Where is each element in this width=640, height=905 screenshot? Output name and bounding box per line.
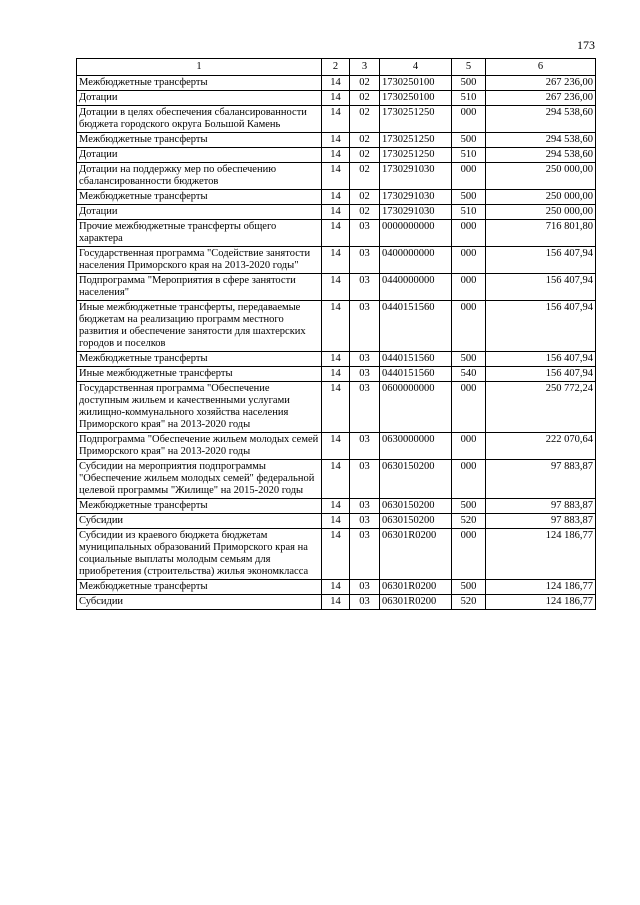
row-sum-cell: 124 186,77 [486,580,596,595]
table-row [77,133,596,148]
row-name-cell: Межбюджетные трансферты [77,580,322,595]
header-row [77,59,596,76]
row-expense-type-cell: 000 [452,529,486,580]
budget-table [76,58,596,610]
row-section-cell: 14 [322,205,350,220]
table-row [77,76,596,91]
row-section-cell: 14 [322,301,350,352]
row-target-code-cell: 1730291030 [380,190,452,205]
row-section-cell: 14 [322,514,350,529]
table-row [77,106,596,133]
table-row [77,499,596,514]
header-col-6: 6 [486,59,596,76]
row-expense-type-cell: 000 [452,163,486,190]
row-name-cell: Межбюджетные трансферты [77,190,322,205]
row-name-cell: Дотации на поддержку мер по обеспечению сбалансированности бюджетов [77,163,322,190]
row-target-code-cell: 1730250100 [380,76,452,91]
row-name-cell: Межбюджетные трансферты [77,133,322,148]
row-expense-type-cell: 500 [452,580,486,595]
row-sum-cell: 267 236,00 [486,91,596,106]
row-section-cell: 14 [322,580,350,595]
row-target-code-cell: 1730291030 [380,163,452,190]
table-row [77,514,596,529]
row-target-code-cell: 06301R0200 [380,529,452,580]
row-sum-cell: 250 000,00 [486,163,596,190]
row-section-cell: 14 [322,433,350,460]
row-name-cell: Иные межбюджетные трансферты [77,367,322,382]
row-name-cell: Дотации [77,148,322,163]
row-target-code-cell: 0630150200 [380,514,452,529]
table-row [77,274,596,301]
row-expense-type-cell: 520 [452,514,486,529]
row-target-code-cell: 0440151560 [380,352,452,367]
row-subsection-cell: 02 [350,76,380,91]
row-name-cell: Государственная программа "Содействие занятости населения Приморского края на 2013-2020 годы" [77,247,322,274]
row-sum-cell: 294 538,60 [486,148,596,163]
row-subsection-cell: 03 [350,433,380,460]
row-sum-cell: 97 883,87 [486,460,596,499]
table-row [77,352,596,367]
row-name-cell: Субсидии на мероприятия подпрограммы "Обеспечение жильем молодых семей" федеральной целевой программы "Жилище" на 2015-2020 годы [77,460,322,499]
row-section-cell: 14 [322,133,350,148]
row-subsection-cell: 03 [350,301,380,352]
row-subsection-cell: 02 [350,133,380,148]
row-name-cell: Прочие межбюджетные трансферты общего характера [77,220,322,247]
row-name-cell: Дотации [77,205,322,220]
row-name-cell: Субсидии [77,595,322,610]
row-sum-cell: 156 407,94 [486,274,596,301]
row-expense-type-cell: 510 [452,91,486,106]
table-header [77,59,596,76]
row-sum-cell: 156 407,94 [486,367,596,382]
row-subsection-cell: 03 [350,220,380,247]
row-subsection-cell: 03 [350,499,380,514]
row-subsection-cell: 03 [350,247,380,274]
row-section-cell: 14 [322,460,350,499]
row-expense-type-cell: 000 [452,433,486,460]
row-sum-cell: 250 000,00 [486,190,596,205]
row-target-code-cell: 0440151560 [380,367,452,382]
table-row [77,460,596,499]
row-sum-cell: 97 883,87 [486,499,596,514]
table-row [77,301,596,352]
table-row [77,148,596,163]
row-section-cell: 14 [322,91,350,106]
row-target-code-cell: 1730251250 [380,148,452,163]
row-expense-type-cell: 000 [452,274,486,301]
row-section-cell: 14 [322,595,350,610]
row-sum-cell: 250 772,24 [486,382,596,433]
table-row [77,382,596,433]
row-expense-type-cell: 000 [452,460,486,499]
row-target-code-cell: 0600000000 [380,382,452,433]
row-target-code-cell: 0630150200 [380,499,452,514]
row-sum-cell: 267 236,00 [486,76,596,91]
row-section-cell: 14 [322,367,350,382]
row-name-cell: Межбюджетные трансферты [77,499,322,514]
row-subsection-cell: 03 [350,529,380,580]
row-section-cell: 14 [322,352,350,367]
row-target-code-cell: 06301R0200 [380,595,452,610]
row-section-cell: 14 [322,163,350,190]
row-sum-cell: 156 407,94 [486,247,596,274]
header-col-3: 3 [350,59,380,76]
header-col-5: 5 [452,59,486,76]
row-expense-type-cell: 520 [452,595,486,610]
row-name-cell: Иные межбюджетные трансферты, передаваемые бюджетам на реализацию программ местного развития и обеспечение занятости для шахтерских городов и поселков [77,301,322,352]
row-target-code-cell: 1730251250 [380,106,452,133]
row-name-cell: Подпрограмма "Обеспечение жильем молодых семей Приморского края" на 2013-2020 годы [77,433,322,460]
row-subsection-cell: 03 [350,274,380,301]
row-subsection-cell: 02 [350,106,380,133]
row-section-cell: 14 [322,106,350,133]
row-target-code-cell: 0630150200 [380,460,452,499]
header-col-1: 1 [77,59,322,76]
row-subsection-cell: 02 [350,163,380,190]
row-section-cell: 14 [322,220,350,247]
row-expense-type-cell: 500 [452,352,486,367]
row-expense-type-cell: 000 [452,220,486,247]
row-expense-type-cell: 500 [452,190,486,205]
row-name-cell: Дотации в целях обеспечения сбалансированности бюджета городского округа Большой Камень [77,106,322,133]
row-subsection-cell: 03 [350,595,380,610]
row-target-code-cell: 0400000000 [380,247,452,274]
row-target-code-cell: 0440151560 [380,301,452,352]
row-expense-type-cell: 000 [452,106,486,133]
row-section-cell: 14 [322,148,350,163]
row-subsection-cell: 02 [350,190,380,205]
row-name-cell: Подпрограмма "Мероприятия в сфере занятости населения" [77,274,322,301]
row-target-code-cell: 0440000000 [380,274,452,301]
row-subsection-cell: 03 [350,580,380,595]
row-section-cell: 14 [322,274,350,301]
header-col-4: 4 [380,59,452,76]
header-col-2: 2 [322,59,350,76]
row-section-cell: 14 [322,529,350,580]
page-number: 173 [577,38,595,52]
row-subsection-cell: 03 [350,460,380,499]
table-row [77,91,596,106]
row-name-cell: Межбюджетные трансферты [77,352,322,367]
row-name-cell: Субсидии [77,514,322,529]
row-sum-cell: 156 407,94 [486,301,596,352]
row-target-code-cell: 0630000000 [380,433,452,460]
row-subsection-cell: 02 [350,148,380,163]
row-subsection-cell: 03 [350,382,380,433]
row-section-cell: 14 [322,382,350,433]
row-sum-cell: 124 186,77 [486,529,596,580]
row-expense-type-cell: 500 [452,76,486,91]
row-subsection-cell: 03 [350,514,380,529]
row-section-cell: 14 [322,247,350,274]
row-sum-cell: 294 538,60 [486,133,596,148]
table-row [77,190,596,205]
row-section-cell: 14 [322,499,350,514]
row-subsection-cell: 02 [350,91,380,106]
table-row [77,163,596,190]
row-sum-cell: 97 883,87 [486,514,596,529]
row-expense-type-cell: 510 [452,148,486,163]
table-row [77,220,596,247]
row-expense-type-cell: 500 [452,133,486,148]
row-expense-type-cell: 000 [452,382,486,433]
table-row [77,433,596,460]
row-expense-type-cell: 510 [452,205,486,220]
row-target-code-cell: 0000000000 [380,220,452,247]
row-target-code-cell: 1730291030 [380,205,452,220]
row-expense-type-cell: 000 [452,247,486,274]
table-row [77,595,596,610]
row-subsection-cell: 02 [350,205,380,220]
table-row [77,247,596,274]
row-expense-type-cell: 540 [452,367,486,382]
row-target-code-cell: 1730250100 [380,91,452,106]
row-name-cell: Дотации [77,91,322,106]
row-name-cell: Государственная программа "Обеспечение доступным жильем и качественными услугами жилищно-коммунального хозяйства населения Приморского края" на 2013-2020 годы [77,382,322,433]
row-target-code-cell: 06301R0200 [380,580,452,595]
row-sum-cell: 156 407,94 [486,352,596,367]
table-body [77,76,596,610]
row-sum-cell: 222 070,64 [486,433,596,460]
row-sum-cell: 124 186,77 [486,595,596,610]
row-expense-type-cell: 500 [452,499,486,514]
table-row [77,529,596,580]
row-sum-cell: 294 538,60 [486,106,596,133]
row-section-cell: 14 [322,190,350,205]
row-subsection-cell: 03 [350,367,380,382]
row-sum-cell: 250 000,00 [486,205,596,220]
table-row [77,367,596,382]
row-section-cell: 14 [322,76,350,91]
row-sum-cell: 716 801,80 [486,220,596,247]
row-target-code-cell: 1730251250 [380,133,452,148]
row-name-cell: Субсидии из краевого бюджета бюджетам муниципальных образований Приморского края на социальные выплаты молодым семьям для приобретения (строительства) жилья экономкласса [77,529,322,580]
row-name-cell: Межбюджетные трансферты [77,76,322,91]
row-subsection-cell: 03 [350,352,380,367]
row-expense-type-cell: 000 [452,301,486,352]
table-row [77,580,596,595]
table-row [77,205,596,220]
